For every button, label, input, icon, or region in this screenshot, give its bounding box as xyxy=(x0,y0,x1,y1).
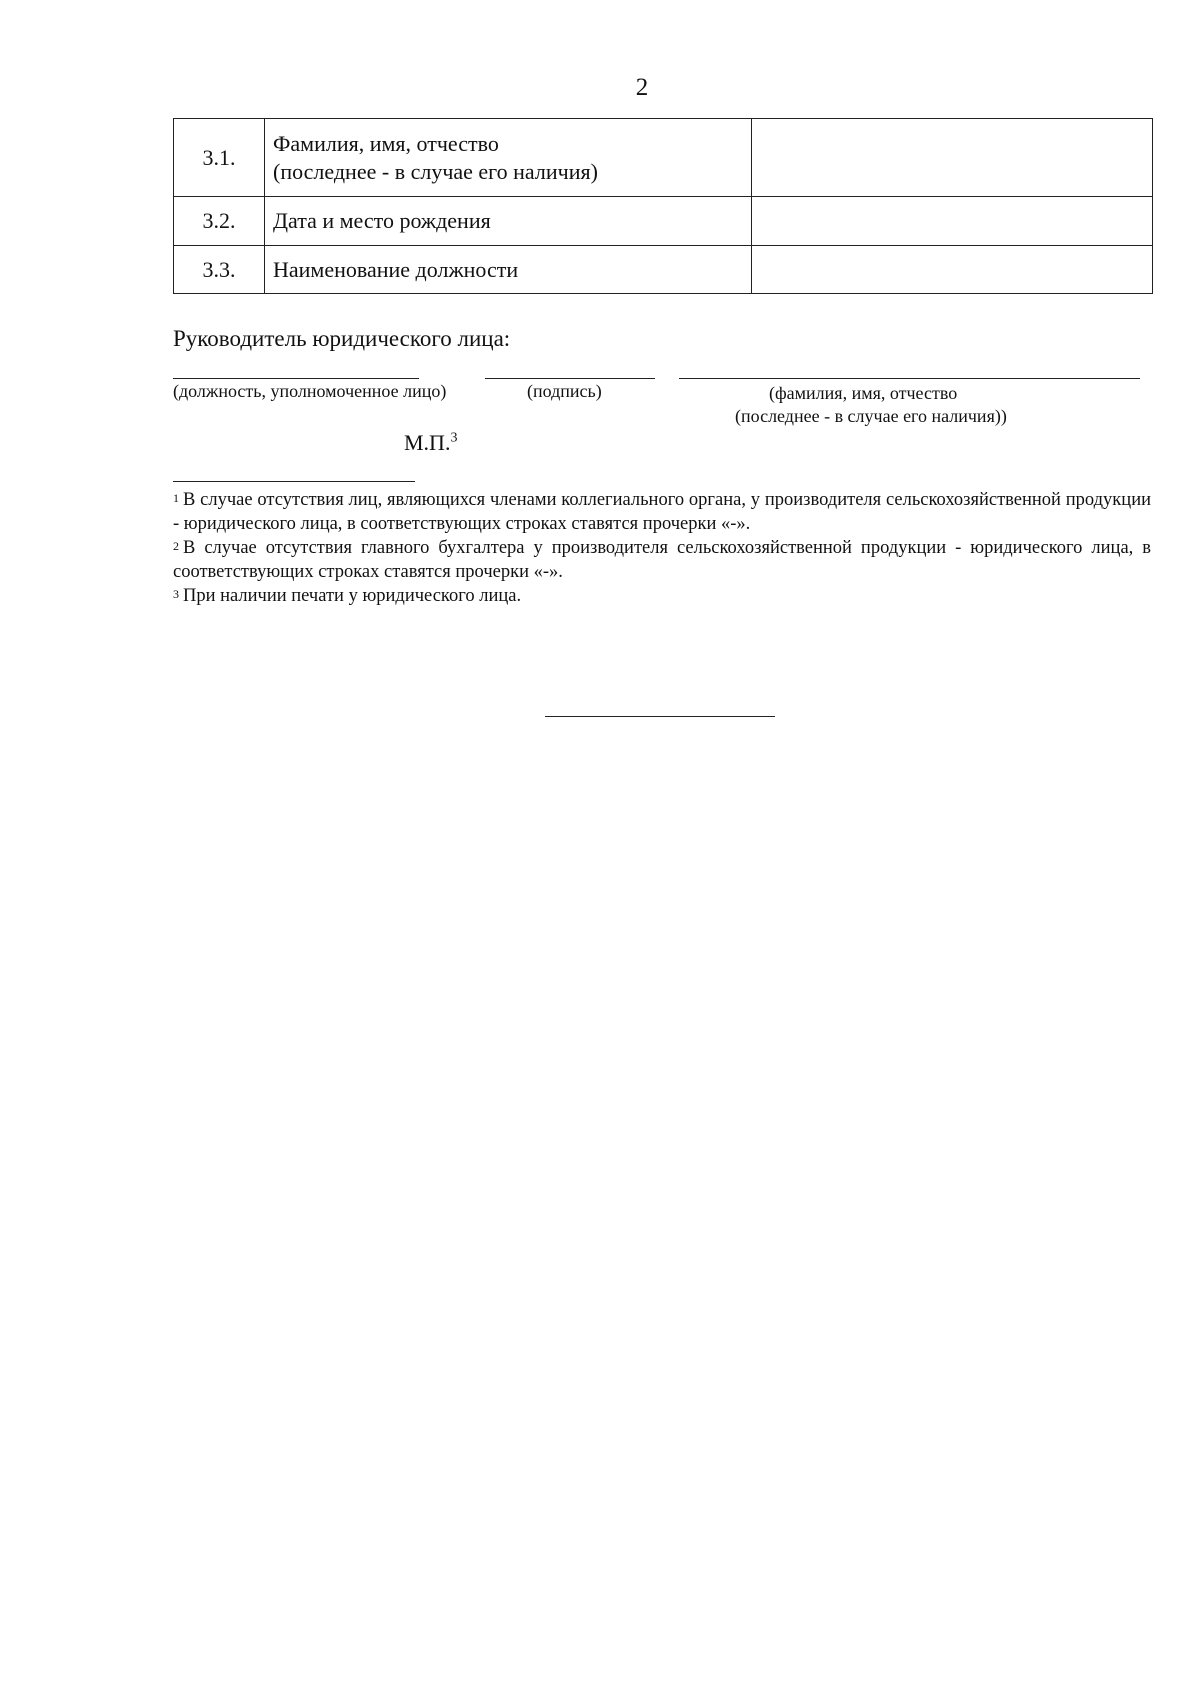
footnote-mark: 2 xyxy=(173,539,179,553)
info-table xyxy=(173,118,1153,294)
name-caption-line1: (фамилия, имя, отчество xyxy=(769,383,958,403)
row-label xyxy=(265,119,752,197)
end-of-document-rule xyxy=(545,716,775,717)
row-number: 3.3. xyxy=(174,246,265,294)
name-signature-line xyxy=(679,378,1140,379)
footnote-text: В случае отсутствия лиц, являющихся членами коллегиального органа, у производителя сельскохозяйственной продукции - юридического лица, в соответствующих строках ставятся прочерки «-». xyxy=(173,490,1151,534)
table-row xyxy=(174,246,1153,294)
footnote-mark: 1 xyxy=(173,491,179,505)
row-label xyxy=(265,197,752,246)
position-signature-line xyxy=(173,378,419,379)
name-caption-line2: (последнее - в случае его наличия)) xyxy=(735,406,1007,426)
stamp-placeholder xyxy=(404,430,457,456)
signature-line xyxy=(485,378,655,379)
row-label-line: Дата и место рождения xyxy=(273,208,491,233)
row-value-cell[interactable] xyxy=(752,246,1153,294)
footnote-3 xyxy=(173,584,1151,608)
row-number: 3.1. xyxy=(174,119,265,197)
footnote-1 xyxy=(173,488,1151,536)
footnote-text: При наличии печати у юридического лица. xyxy=(183,586,522,606)
table-row xyxy=(174,197,1153,246)
row-value-cell[interactable] xyxy=(752,197,1153,246)
stamp-footnote-ref: 3 xyxy=(450,430,458,446)
row-number: 3.2. xyxy=(174,197,265,246)
footnote-text: В случае отсутствия главного бухгалтера у производителя сельскохозяйственной продукции - юридического лица, в соответствующих строках ставятся прочерки «-». xyxy=(173,538,1151,582)
signature-caption: (подпись) xyxy=(527,381,602,401)
page-number: 2 xyxy=(635,74,649,101)
row-value-cell[interactable] xyxy=(752,119,1153,197)
footnotes xyxy=(173,488,1151,608)
row-label-line: Наименование должности xyxy=(273,256,519,282)
row-label-line: (последнее - в случае его наличия) xyxy=(273,158,598,184)
row-label xyxy=(265,246,752,294)
footnote-mark: 3 xyxy=(173,587,179,601)
position-caption: (должность, уполномоченное лицо) xyxy=(173,381,447,401)
table-row xyxy=(174,119,1153,197)
footnote-separator xyxy=(173,481,415,482)
footnote-2 xyxy=(173,536,1151,584)
signature-title: Руководитель юридического лица: xyxy=(173,326,511,351)
stamp-label: М.П. xyxy=(404,430,451,455)
row-label-line: Фамилия, имя, отчество xyxy=(273,130,499,156)
